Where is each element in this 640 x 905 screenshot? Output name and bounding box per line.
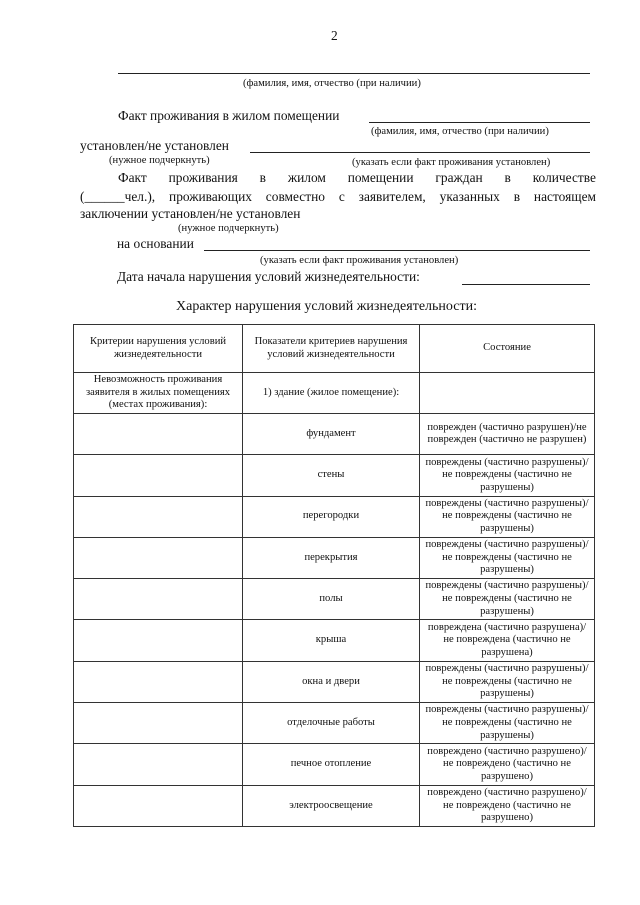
residence-established: установлен/не установлен (80, 138, 229, 153)
table-row (74, 661, 595, 702)
indicator-cell: перекрытия (243, 537, 420, 578)
table-row (74, 373, 595, 414)
table-header-row (74, 325, 595, 373)
table-row (74, 496, 595, 537)
table-row (74, 455, 595, 496)
criterion-cell (74, 496, 243, 537)
criterion-cell (74, 744, 243, 785)
criterion-cell (74, 414, 243, 455)
table-row (74, 414, 595, 455)
residence-details-line[interactable] (250, 152, 590, 153)
state-cell[interactable]: повреждены (частично разрушены)/не повреждены (частично не разрушены) (420, 537, 595, 578)
indicator-cell: печное отопление (243, 744, 420, 785)
residence-fio-caption: (фамилия, имя, отчество (при наличии) (371, 126, 549, 137)
table-row (74, 620, 595, 661)
fio-input-line[interactable] (118, 73, 590, 74)
indicator-cell: окна и двери (243, 661, 420, 702)
table-row (74, 703, 595, 744)
criterion-cell: Невозможность проживания заявителя в жилых помещениях (местах проживания): (74, 373, 243, 414)
start-date-input-line[interactable] (462, 284, 590, 285)
indicator-cell: 1) здание (жилое помещение): (243, 373, 420, 414)
criterion-cell (74, 455, 243, 496)
indicator-cell: крыша (243, 620, 420, 661)
state-cell[interactable]: повреждено (частично разрушено)/не повреждено (частично не разрушено) (420, 744, 595, 785)
indicator-cell: фундамент (243, 414, 420, 455)
residence-fact-label: Факт проживания в жилом помещении (118, 108, 340, 123)
basis-specify-note: (указать если факт проживания установлен) (260, 255, 459, 266)
page-number: 2 (331, 28, 338, 43)
state-cell[interactable]: повреждены (частично разрушены)/не повреждены (частично не разрушены) (420, 703, 595, 744)
citizens-underline-note: (нужное подчеркнуть) (178, 223, 279, 234)
residence-fio-line[interactable] (369, 122, 590, 123)
basis-input-line[interactable] (204, 250, 590, 251)
table-row (74, 785, 595, 826)
criterion-cell (74, 537, 243, 578)
header-state: Состояние (420, 325, 595, 373)
state-cell[interactable]: повреждены (частично разрушены)/не повреждены (частично не разрушены) (420, 455, 595, 496)
criterion-cell (74, 661, 243, 702)
table-row (74, 537, 595, 578)
criterion-cell (74, 579, 243, 620)
table-row (74, 579, 595, 620)
indicator-cell: перегородки (243, 496, 420, 537)
section-title: Характер нарушения условий жизнедеятельности: (176, 299, 477, 314)
state-cell[interactable]: повреждены (частично разрушены)/не повреждены (частично не разрушены) (420, 496, 595, 537)
state-cell[interactable]: повреждены (частично разрушены)/не повреждены (частично не разрушены) (420, 579, 595, 620)
indicator-cell: полы (243, 579, 420, 620)
state-cell[interactable] (420, 373, 595, 414)
table-row (74, 744, 595, 785)
violations-table (73, 324, 595, 827)
state-cell[interactable]: поврежден (частично разрушен)/не поврежден (частично не разрушен) (420, 414, 595, 455)
indicator-cell: электроосвещение (243, 785, 420, 826)
state-cell[interactable]: повреждено (частично разрушено)/не повреждено (частично не разрушено) (420, 785, 595, 826)
residence-specify-note: (указать если факт проживания установлен) (352, 157, 551, 168)
state-cell[interactable]: повреждены (частично разрушены)/не повреждены (частично не разрушены) (420, 661, 595, 702)
residence-underline-note: (нужное подчеркнуть) (109, 155, 210, 166)
fio-caption-top: (фамилия, имя, отчество (при наличии) (243, 78, 421, 89)
header-criteria: Критерии нарушения условий жизнедеятельности (74, 325, 243, 373)
citizens-text-line1: Факт проживания в жилом помещении граждан в количестве (118, 170, 596, 185)
state-cell[interactable]: повреждена (частично разрушена)/не повреждена (частично не разрушена) (420, 620, 595, 661)
criterion-cell (74, 703, 243, 744)
citizens-text-line2: (______чел.), проживающих совместно с заявителем, указанных в настоящем (80, 189, 596, 204)
start-date-label: Дата начала нарушения условий жизнедеятельности: (117, 269, 420, 284)
citizens-text-line3: заключении установлен/не установлен (80, 206, 301, 221)
indicator-cell: отделочные работы (243, 703, 420, 744)
basis-label: на основании (117, 236, 194, 251)
header-indicators: Показатели критериев нарушения условий жизнедеятельности (243, 325, 420, 373)
criterion-cell (74, 785, 243, 826)
criterion-cell (74, 620, 243, 661)
indicator-cell: стены (243, 455, 420, 496)
